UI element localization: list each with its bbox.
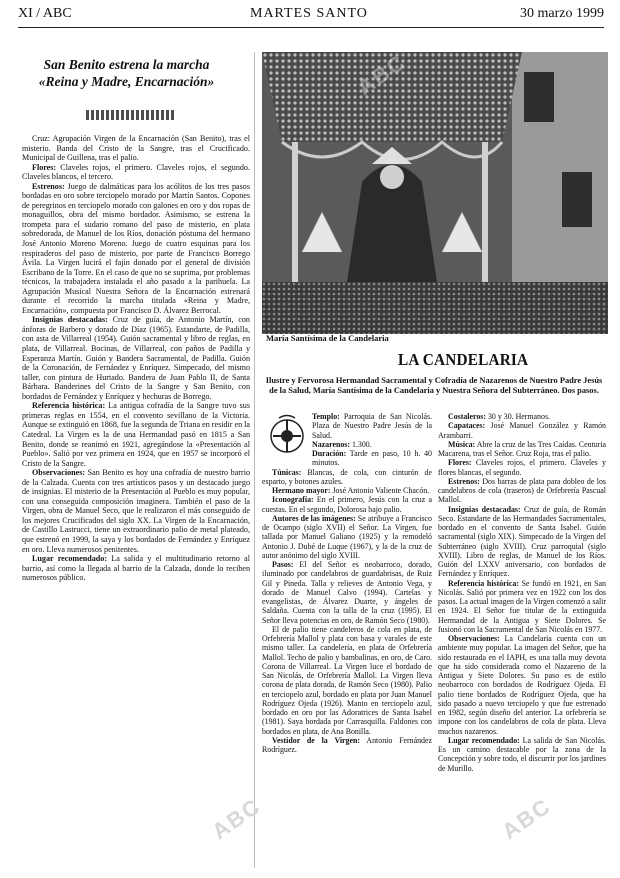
benito-para: Observaciones: San Benito es hoy una cofradía de nuestro barrio de la Calzada. Cuenta con tres artísticos pasos y un destacado juego de insignias. El misterio de la Presentación al Pueblo es muy popular, con una conseguida composición imaginera. También el paso de la Virgen, obra de Manuel Seco, que le realizaron el más conseguido de los mejores Crucificados del siglo XX. La Virgen de la Encarnación, de Castillo Lastrucci, tiene un extraordinario palio de metal plateado, que estrenó en 1999, la saya y los bordados de Fernández y Enríquez en oro. Lleva numerosos penitentes. <box>22 468 250 554</box>
headline-ornament <box>86 110 176 120</box>
abc-watermark: ABC <box>352 48 411 101</box>
photo-caption: María Santísima de la Candelaria <box>266 333 389 343</box>
benito-para: Cruz: Agrupación Virgen de la Encarnación (San Benito), tras el misterio. Banda del Cristo de la Sangre, tras el Crucificado. Municipal de Guillena, tras el palio. <box>22 134 250 163</box>
benito-para: Lugar recomendado: La salida y el multitudinario retorno al barrio, así como la llegada al barrio de la Calzada, donde lo reciben numerosos público. <box>22 554 250 583</box>
benito-article-body <box>22 134 250 866</box>
candelaria-col1: Templo: Parroquia de San Nicolás. Plaza de Nuestro Padre Jesús de la Salud. Nazarenos: 1.300. Duración: Tarde en paso, 10 h. 40 minutos. Túnicas: Blancas, de cola, con cinturón de esparto, y botones azules. Hermano mayor: José Antonio Valiente Chacón. Iconografía: En el primero, Jesús con la cruz a cuestas. En el segundo, Dolorosa bajo palio. Autores de las imágenes: Se atribuye a Francisco de Ocampo (siglo XVII) el Señor. La Virgen, fue tallada por Manuel Galiano (1925) y la remodeló Antonio J. Dubé de Luque (1967), y la de la cruz de autor anónimo del siglo XVIII. Pasos: El del Señor es neobarroco, dorado, iluminado por candelabros de guardabrisas, de Ruiz Gil y Pineda. Talla y relieves de Antonio Vega, y dorado de Manuel Calvo (1994). Cartelas y evangelistas, de Álvarez Duarte, y ángeles de Saldaña. Cuenta con la talla de la cruz (1995). El Señor lleva potencias en oro, de Ramón Seco (1980). El de palio tiene candeleros de cola en plata, de Orfebrería Mallol y plata con basa y varales de este mismo taller. La candelería, en plata de Orfebrería Mallol. Techo de palio y bambalinas, en oro, de Caro. Corona de Villarreal. La Virgen luce el bordado de San Nicolás, de Orfebrería Mallol. La Virgen lleva corona de plata dorada, de Ramón Seco (1980). Palio en terciopelo azul, bordado en plata por Juan Manuel Rodríguez Ojeda (1926). Manto en terciopelo azul, bordado en oro por las Adoratrices de Santa Isabel (1981). Saya bordada por Carrasquilla. Faldones con bordados en plata, de Ana Bonilla. Vestidor de la Virgen: Antonio Fernández Rodríguez. <box>262 412 432 754</box>
column-divider <box>254 52 255 868</box>
abc-watermark: ABC <box>497 792 556 845</box>
photo-illustration <box>262 52 608 334</box>
benito-para: Estrenos: Juego de dalmáticas para los acólitos de los tres pasos bordadas en oro sobre terciopelo morado por Martín Santos. Copones de peregrinos en terciopelo morado con galones en oro y dos ropas de monaguillos, obra del mismo bordador. Asimismo, se estrena la trompeta para el sudario romano del paso de misterio, en plata sobredorada, de Manuel de los Ríos, donación póstuma del hermano José Antonio Moreno Moreno. Juego de cuatro esquinas para los respiraderos del paso de misterio, por parte de Francisco Borrego Ávila. La Virgen lucirá el fajín donado por el general de división Escribano de la Torre. En el caso de que no se suprima, por problemas técnicos, la trabajadera instalada el año pasado a la parihuela. La Agrupación Musical Nuestra Señora de la Encarnación estrenará durante el recorrido la marcha titulada «Reina y Madre, Encarnación», compuesta por Francisco D. Álvarez Berrocal. <box>22 181 250 315</box>
candelaria-col2: Costaleros: 30 y 30. Hermanos. Capataces: José Manuel González y Ramón Arambarri. Música: Abre la cruz de las Tres Caídas. Centuria Macarena, tras el Señor. Cruz Roja, tras el palio. Flores: Claveles rojos, el primero. Claveles y flores blancas, el segundo. Estrenos: Dos barras de plata para dobleo de los candelabros de cola (traseros) de Orfebrería Pascual Mallol. Insignias destacadas: Cruz de guía, de Román Seco. Estandarte de las Hermandades Sacramentales, bordado en el convento de Santa Isabel. Guión sacramental (siglo XIX). Simpecado de la Virgen del Subterráneo (siglo XVIII). Cruz parroquial (siglo XVIII). Libro de reglas, de Manuel de los Ríos. Guión del LXXV aniversario, con bordados de Fernández y Enríquez. Referencia histórica: Se fundó en 1921, en San Nicolás. Salió por primera vez en 1922 con los dos pasos. La actual imagen de la Virgen comenzó a salir en 1924. El Señor fue titular de la extinguida Hermandad de la Antigua y Siete Dolores. Se fusionó con la Sacramental de San Nicolás en 1977. Observaciones: La Candelaria cuenta con un ambiente muy popular. La imagen del Señor, que ha sido restaurada en el IAPH, es una talla muy devota que ha sido considerada como el Nazareno de la Antigua y Siete Dolores. Su paso es de estilo neobarroco con bordados de Rodríguez Ojeda. El palio tiene bordados de Rodríguez Ojeda, que ha sido pasado a nuevo terciopelo y que fue estrenado en 1982, según diseño del anterior. La orfebrería se impone con los candelabros de cola de plata. Lleva muchos nazarenos. Lugar recomendado: La salida de San Nicolás. Es un camino destacable por la zona de la Concepción y sobre todo, el discurrir por los jardines de Murillo. <box>438 412 606 773</box>
benito-para: Flores: Claveles rojos, el primero. Claveles rojos, el segundo. Claveles blancos, el tercero. <box>22 162 250 182</box>
page-date: 30 marzo 1999 <box>520 6 604 21</box>
benito-para: Insignias destacadas: Cruz de guía, de Antonio Martín, con ánforas de Barbero y dorado de Díaz (1965). Estandarte, de Padilla, con asta de Villarreal (1954). Guión sacramental y libro de reglas, en plata, de Villarreal. Bocinas, de Villarreal, con paños de Padilla y Esperanza Martín. Guión y Bandera Sacramental, de Padilla. Guión de la Coronación, de Fernández y Enríquez. Simpecado, del mismo taller, con pintura de Hurtado. Bandera de Juan Pablo II, de Santa Bárbara. Banderines del Cristo de la Sangre y San Benito, con bordados de Fernández y Enríquez y hechuras de Borrego. <box>22 315 250 401</box>
candelaria-photo <box>262 52 608 334</box>
benito-para: Referencia histórica: La antigua cofradía de la Sangre tuvo sus primeras reglas en 1554, en el convento sevillano de la Victoria. Aunque se extinguió en 1868, fue la segunda de Triana en residir en la Catedral. La Virgen es la de una Hermandad pasó en 1815 a San Benito, donde se reanimó en 1921, agregándose la «Presentación al Pueblo». Salió por vez primera en 1924, que en 1957 se incorporó el Cristo de la Sangre. <box>22 401 250 468</box>
header-rule <box>18 27 604 28</box>
candelaria-title: LA CANDELARIA <box>398 350 529 369</box>
page-section-label: XI / ABC <box>18 6 72 21</box>
benito-headline: San Benito estrena la marcha «Reina y Madre, Encarnación» <box>38 57 215 89</box>
candelaria-lead: Ilustre y Fervorosa Hermandad Sacramental y Cofradía de Nazarenos de Nuestro Padre Jesús de la Salud, María Santísima de la Candelaria y Nuestra Señora del Subterráneo. Dos pasos. <box>265 376 603 395</box>
page-header-title: MARTES SANTO <box>250 6 368 21</box>
abc-watermark: ABC <box>207 792 266 845</box>
